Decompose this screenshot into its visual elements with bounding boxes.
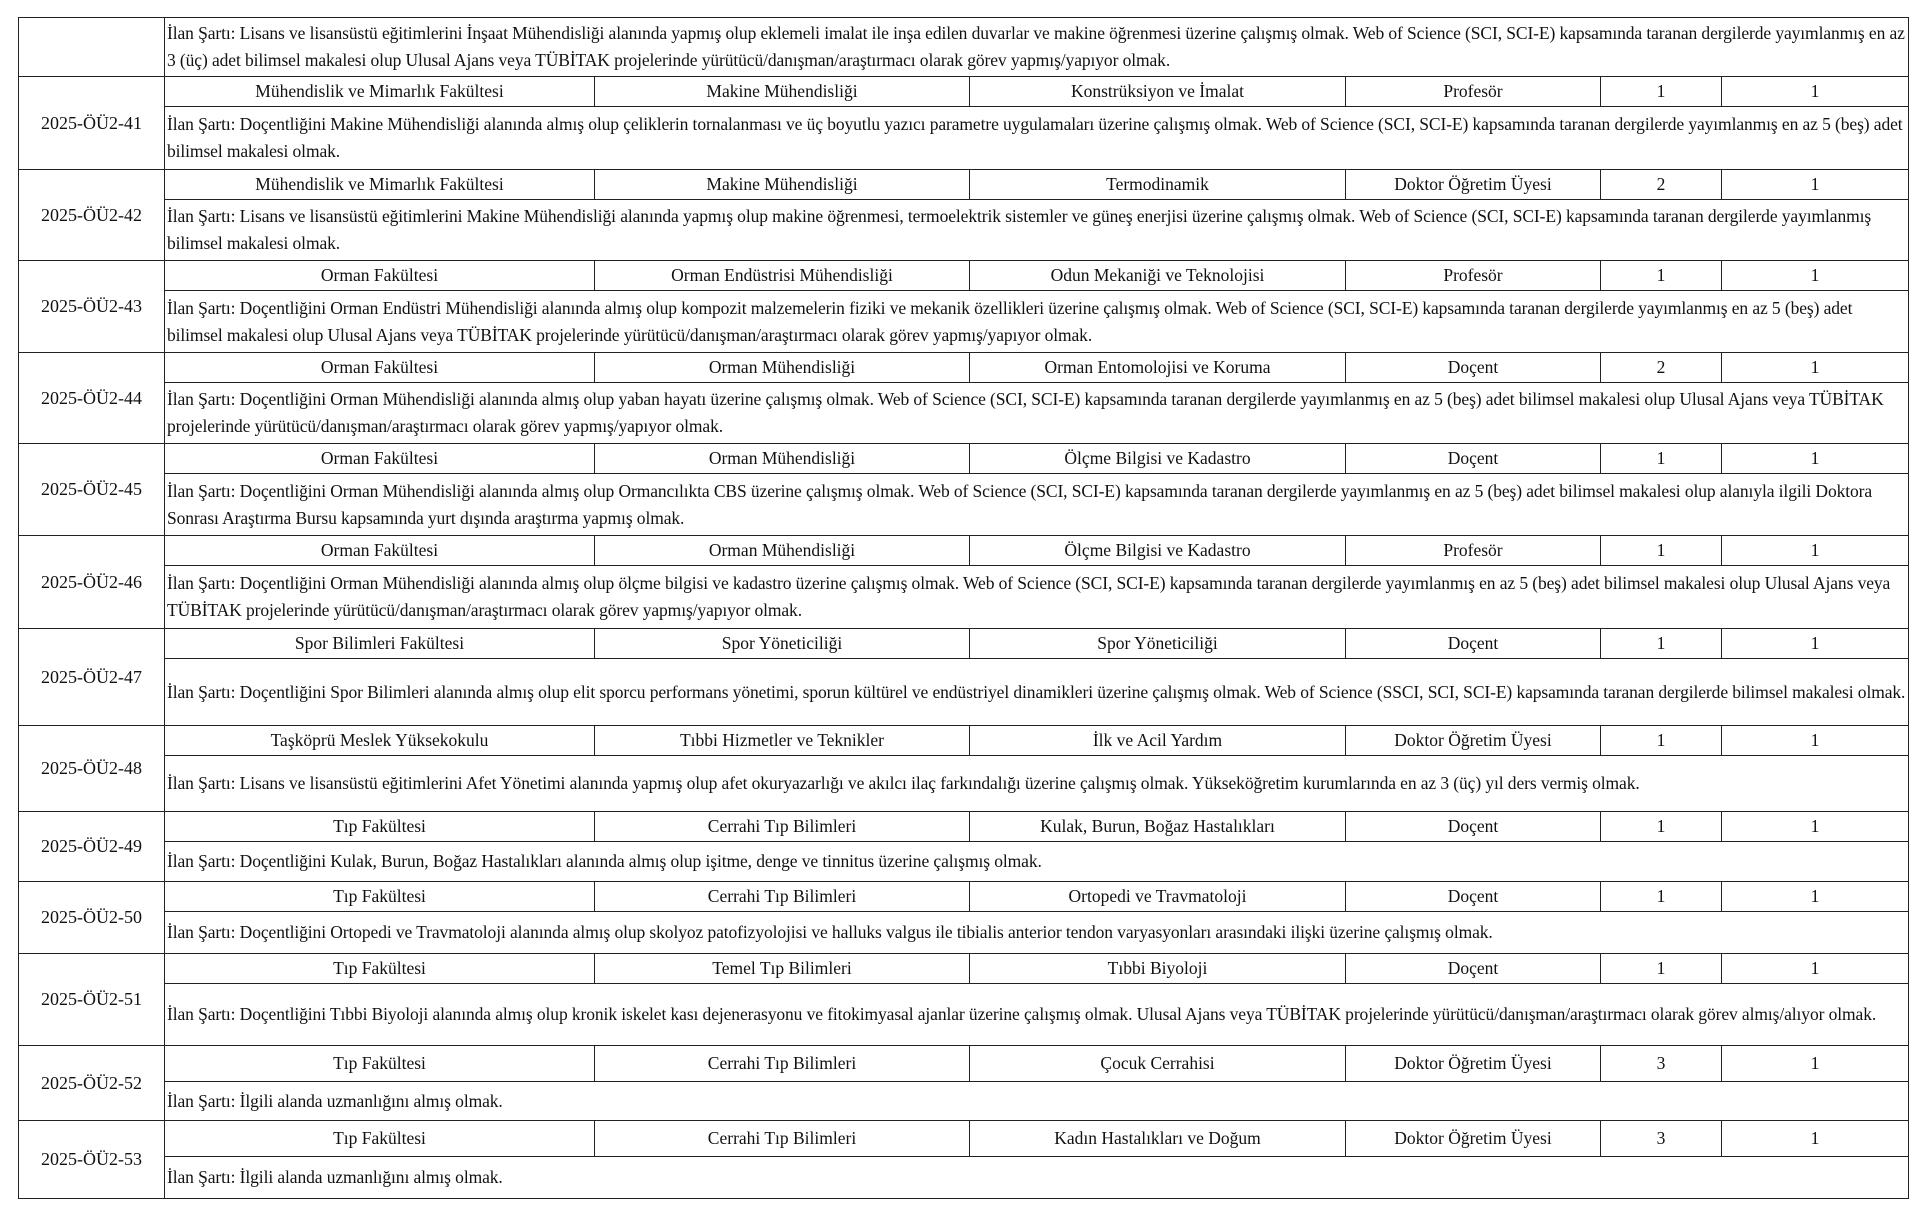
department: Cerrahi Tıp Bilimleri bbox=[595, 812, 970, 842]
condition-text: İlan Şartı: Doçentliğini Tıbbi Biyoloji alanında almış olup kronik iskelet kası dejenerasyonu ve fitokimyasal ajanlar üzerine çalışmış olmak. Ulusal Ajans veya TÜBİTAK projelerinde yürütücü/danışman/araştırmacı olarak görev almış/alıyor olmak. bbox=[165, 984, 1909, 1046]
position-count: 1 bbox=[1601, 261, 1722, 291]
position-row bbox=[19, 353, 1909, 383]
program: Ortopedi ve Travmatoloji bbox=[970, 882, 1346, 912]
condition-text: İlan Şartı: İlgili alanda uzmanlığını almış olmak. bbox=[165, 1157, 1909, 1199]
faculty: Taşköprü Meslek Yüksekokulu bbox=[165, 726, 595, 756]
faculty: Spor Bilimleri Fakültesi bbox=[165, 629, 595, 659]
condition-text: İlan Şartı: Doçentliğini Spor Bilimleri alanında almış olup elit sporcu performans yönetimi, sporun kültürel ve endüstriyel dinamikleri üzerine çalışmış olmak. Web of Science (SSCI, SCI, SCI-E) kapsamında taranan dergilerde bilimsel makalesi olmak. bbox=[165, 659, 1909, 726]
position-row bbox=[19, 536, 1909, 566]
condition-text: İlan Şartı: Lisans ve lisansüstü eğitimlerini Makine Mühendisliği alanında yapmış olup makine öğrenmesi, termoelektrik sistemler ve güneş enerjisi üzerine çalışmış olmak. Web of Science (SCI, SCI-E) kapsamında taranan dergilerde yayımlanmış bilimsel makalesi olmak. bbox=[165, 200, 1909, 261]
position-row bbox=[19, 954, 1909, 984]
academic-title: Doktor Öğretim Üyesi bbox=[1346, 1121, 1601, 1157]
condition-row bbox=[19, 566, 1909, 629]
position-count: 1 bbox=[1601, 536, 1722, 566]
position-row bbox=[19, 170, 1909, 200]
position-id: 2025-ÖÜ2-51 bbox=[19, 954, 165, 1046]
position-id: 2025-ÖÜ2-42 bbox=[19, 170, 165, 261]
position-count-2: 1 bbox=[1722, 1121, 1909, 1157]
partial-row bbox=[19, 18, 1909, 77]
faculty: Mühendislik ve Mimarlık Fakültesi bbox=[165, 170, 595, 200]
position-row bbox=[19, 1046, 1909, 1082]
condition-row bbox=[19, 107, 1909, 170]
position-count: 2 bbox=[1601, 353, 1722, 383]
faculty: Tıp Fakültesi bbox=[165, 882, 595, 912]
program: Konstrüksiyon ve İmalat bbox=[970, 77, 1346, 107]
faculty: Orman Fakültesi bbox=[165, 261, 595, 291]
condition-row bbox=[19, 984, 1909, 1046]
academic-title: Doçent bbox=[1346, 353, 1601, 383]
program: Kadın Hastalıkları ve Doğum bbox=[970, 1121, 1346, 1157]
position-count: 3 bbox=[1601, 1121, 1722, 1157]
position-count-2: 1 bbox=[1722, 629, 1909, 659]
faculty: Tıp Fakültesi bbox=[165, 812, 595, 842]
condition-row bbox=[19, 1082, 1909, 1121]
academic-title: Doktor Öğretim Üyesi bbox=[1346, 1046, 1601, 1082]
condition-row bbox=[19, 383, 1909, 444]
condition-row bbox=[19, 200, 1909, 261]
positions-table bbox=[18, 17, 1909, 1199]
position-count: 1 bbox=[1601, 77, 1722, 107]
position-id: 2025-ÖÜ2-50 bbox=[19, 882, 165, 954]
position-count: 1 bbox=[1601, 812, 1722, 842]
position-id: 2025-ÖÜ2-43 bbox=[19, 261, 165, 353]
position-row bbox=[19, 261, 1909, 291]
faculty: Tıp Fakültesi bbox=[165, 1046, 595, 1082]
academic-title: Doçent bbox=[1346, 882, 1601, 912]
faculty: Orman Fakültesi bbox=[165, 444, 595, 474]
academic-title: Profesör bbox=[1346, 77, 1601, 107]
position-count: 1 bbox=[1601, 954, 1722, 984]
faculty: Orman Fakültesi bbox=[165, 536, 595, 566]
program: Odun Mekaniği ve Teknolojisi bbox=[970, 261, 1346, 291]
condition-row bbox=[19, 291, 1909, 353]
department: Temel Tıp Bilimleri bbox=[595, 954, 970, 984]
department: Makine Mühendisliği bbox=[595, 77, 970, 107]
program: Termodinamik bbox=[970, 170, 1346, 200]
program: İlk ve Acil Yardım bbox=[970, 726, 1346, 756]
academic-title: Doçent bbox=[1346, 812, 1601, 842]
condition-row bbox=[19, 659, 1909, 726]
position-id: 2025-ÖÜ2-41 bbox=[19, 77, 165, 170]
program: Ölçme Bilgisi ve Kadastro bbox=[970, 536, 1346, 566]
condition-row bbox=[19, 474, 1909, 536]
position-count-2: 1 bbox=[1722, 954, 1909, 984]
condition-text: İlan Şartı: Doçentliğini Orman Mühendisliği alanında almış olup yaban hayatı üzerine çalışmış olmak. Web of Science (SCI, SCI-E) kapsamında taranan dergilerde yayımlanmış en az 5 (beş) adet bilimsel makalesi olup Ulusal Ajans veya TÜBİTAK projelerinde yürütücü/danışman/araştırmacı olarak görev yapmış/yapıyor olmak. bbox=[165, 383, 1909, 444]
position-count-2: 1 bbox=[1722, 1046, 1909, 1082]
position-row bbox=[19, 812, 1909, 842]
condition-text: İlan Şartı: Doçentliğini Makine Mühendisliği alanında almış olup çeliklerin tornalanması ve üç boyutlu yazıcı parametre uygulamaları üzerine çalışmış olmak. Web of Science (SCI, SCI-E) kapsamında taranan dergilerde yayımlanmış en az 5 (beş) adet bilimsel makalesi olmak. bbox=[165, 107, 1909, 170]
condition-text: İlan Şartı: Doçentliğini Orman Mühendisliği alanında almış olup Ormancılıkta CBS üzerine çalışmış olmak. Web of Science (SCI, SCI-E) kapsamında taranan dergilerde yayımlanmış en az 5 (beş) adet bilimsel makalesi olup alanıyla ilgili Doktora Sonrası Araştırma Bursu kapsamında yurt dışında araştırma yapmış olmak. bbox=[165, 474, 1909, 536]
academic-title: Doktor Öğretim Üyesi bbox=[1346, 170, 1601, 200]
program: Ölçme Bilgisi ve Kadastro bbox=[970, 444, 1346, 474]
position-id: 2025-ÖÜ2-52 bbox=[19, 1046, 165, 1121]
condition-row bbox=[19, 912, 1909, 954]
position-count: 1 bbox=[1601, 629, 1722, 659]
position-row bbox=[19, 629, 1909, 659]
program: Tıbbi Biyoloji bbox=[970, 954, 1346, 984]
condition-text: İlan Şartı: Lisans ve lisansüstü eğitimlerini Afet Yönetimi alanında yapmış olup afet okuryazarlığı ve akılcı ilaç farkındalığı üzerine çalışmış olmak. Yükseköğretim kurumlarında en az 3 (üç) yıl ders vermiş olmak. bbox=[165, 756, 1909, 812]
department: Orman Mühendisliği bbox=[595, 444, 970, 474]
faculty: Orman Fakültesi bbox=[165, 353, 595, 383]
position-id: 2025-ÖÜ2-49 bbox=[19, 812, 165, 882]
empty-id-cell bbox=[19, 18, 165, 77]
department: Cerrahi Tıp Bilimleri bbox=[595, 1121, 970, 1157]
position-id: 2025-ÖÜ2-48 bbox=[19, 726, 165, 812]
position-count-2: 1 bbox=[1722, 444, 1909, 474]
academic-title: Profesör bbox=[1346, 261, 1601, 291]
position-count-2: 1 bbox=[1722, 536, 1909, 566]
condition-row bbox=[19, 842, 1909, 882]
academic-title: Profesör bbox=[1346, 536, 1601, 566]
faculty: Tıp Fakültesi bbox=[165, 1121, 595, 1157]
department: Makine Mühendisliği bbox=[595, 170, 970, 200]
position-count-2: 1 bbox=[1722, 726, 1909, 756]
condition-text: İlan Şartı: Doçentliğini Orman Endüstri Mühendisliği alanında almış olup kompozit malzemelerin fiziki ve mekanik özellikleri üzerine çalışmış olmak. Web of Science (SCI, SCI-E) kapsamında taranan dergilerde yayımlanmış en az 5 (beş) adet bilimsel makalesi olup Ulusal Ajans veya TÜBİTAK projelerinde yürütücü/danışman/araştırmacı olarak görev yapmış/yapıyor olmak. bbox=[165, 291, 1909, 353]
academic-title: Doçent bbox=[1346, 629, 1601, 659]
department: Tıbbi Hizmetler ve Teknikler bbox=[595, 726, 970, 756]
academic-title: Doçent bbox=[1346, 444, 1601, 474]
position-count-2: 1 bbox=[1722, 77, 1909, 107]
program: Kulak, Burun, Boğaz Hastalıkları bbox=[970, 812, 1346, 842]
position-id: 2025-ÖÜ2-53 bbox=[19, 1121, 165, 1199]
position-count-2: 1 bbox=[1722, 882, 1909, 912]
position-count-2: 1 bbox=[1722, 261, 1909, 291]
department: Orman Mühendisliği bbox=[595, 536, 970, 566]
faculty: Tıp Fakültesi bbox=[165, 954, 595, 984]
position-count: 1 bbox=[1601, 444, 1722, 474]
position-row bbox=[19, 726, 1909, 756]
position-id: 2025-ÖÜ2-44 bbox=[19, 353, 165, 444]
position-id: 2025-ÖÜ2-46 bbox=[19, 536, 165, 629]
position-id: 2025-ÖÜ2-45 bbox=[19, 444, 165, 536]
position-row bbox=[19, 1121, 1909, 1157]
department: Cerrahi Tıp Bilimleri bbox=[595, 882, 970, 912]
position-count: 1 bbox=[1601, 882, 1722, 912]
position-count: 2 bbox=[1601, 170, 1722, 200]
department: Spor Yöneticiliği bbox=[595, 629, 970, 659]
condition-text: İlan Şartı: Lisans ve lisansüstü eğitimlerini İnşaat Mühendisliği alanında yapmış olup eklemeli imalat ile inşa edilen duvarlar ve makine öğrenmesi üzerine çalışmış olmak. Web of Science (SCI, SCI-E) kapsamında taranan dergilerde yayımlanmış en az 3 (üç) adet bilimsel makalesi olup Ulusal Ajans veya TÜBİTAK projelerinde yürütücü/danışman/araştırmacı olarak görev yapmış/yapıyor olmak. bbox=[165, 18, 1909, 77]
program: Spor Yöneticiliği bbox=[970, 629, 1346, 659]
position-row bbox=[19, 882, 1909, 912]
position-count-2: 1 bbox=[1722, 353, 1909, 383]
position-count-2: 1 bbox=[1722, 812, 1909, 842]
position-count: 3 bbox=[1601, 1046, 1722, 1082]
position-count-2: 1 bbox=[1722, 170, 1909, 200]
condition-row bbox=[19, 756, 1909, 812]
condition-text: İlan Şartı: İlgili alanda uzmanlığını almış olmak. bbox=[165, 1082, 1909, 1121]
position-id: 2025-ÖÜ2-47 bbox=[19, 629, 165, 726]
department: Cerrahi Tıp Bilimleri bbox=[595, 1046, 970, 1082]
program: Orman Entomolojisi ve Koruma bbox=[970, 353, 1346, 383]
condition-text: İlan Şartı: Doçentliğini Ortopedi ve Travmatoloji alanında almış olup skolyoz patofizyolojisi ve halluks valgus ile tibialis anterior tendon varyasyonları arasındaki ilişki üzerine çalışmış olmak. bbox=[165, 912, 1909, 954]
department: Orman Endüstrisi Mühendisliği bbox=[595, 261, 970, 291]
condition-text: İlan Şartı: Doçentliğini Orman Mühendisliği alanında almış olup ölçme bilgisi ve kadastro üzerine çalışmış olmak. Web of Science (SCI, SCI-E) kapsamında taranan dergilerde yayımlanmış en az 5 (beş) adet bilimsel makalesi olup Ulusal Ajans veya TÜBİTAK projelerinde yürütücü/danışman/araştırmacı olarak görev yapmış/yapıyor olmak. bbox=[165, 566, 1909, 629]
faculty: Mühendislik ve Mimarlık Fakültesi bbox=[165, 77, 595, 107]
program: Çocuk Cerrahisi bbox=[970, 1046, 1346, 1082]
academic-title: Doçent bbox=[1346, 954, 1601, 984]
position-row bbox=[19, 77, 1909, 107]
position-row bbox=[19, 444, 1909, 474]
department: Orman Mühendisliği bbox=[595, 353, 970, 383]
academic-title: Doktor Öğretim Üyesi bbox=[1346, 726, 1601, 756]
condition-text: İlan Şartı: Doçentliğini Kulak, Burun, Boğaz Hastalıkları alanında almış olup işitme, denge ve tinnitus üzerine çalışmış olmak. bbox=[165, 842, 1909, 882]
condition-row bbox=[19, 1157, 1909, 1199]
position-count: 1 bbox=[1601, 726, 1722, 756]
